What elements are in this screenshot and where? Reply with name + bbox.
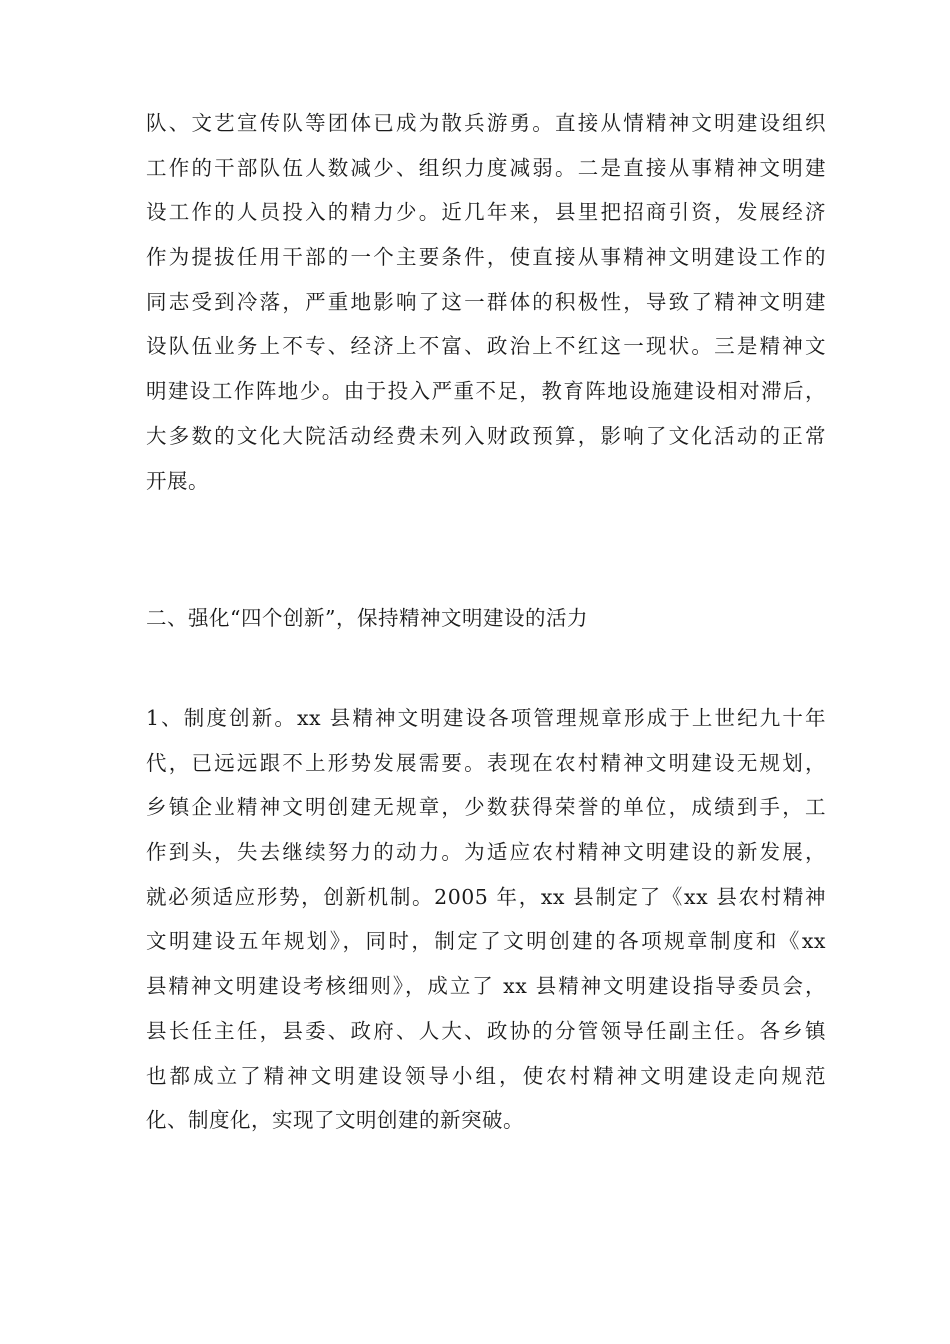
body-paragraph-1	[146, 101, 826, 503]
paragraph-line: 开展。	[146, 468, 209, 493]
section-heading	[146, 596, 826, 641]
paragraph-line: 县精神文明建设考核细则》，成立了 xx 县精神文明建设指导委员会，	[146, 974, 826, 999]
paragraph-line: 大多数的文化大院活动经费未列入财政预算，影响了文化活动的正常	[146, 423, 826, 448]
paragraph-line: 工作的干部队伍人数减少、组织力度减弱。二是直接从事精神文明建	[146, 155, 826, 180]
paragraph-line: 也都成立了精神文明建设领导小组，使农村精神文明建设走向规范	[146, 1063, 826, 1088]
paragraph-line: 化、制度化，实现了文明创建的新突破。	[146, 1108, 524, 1133]
paragraph-line: 明建设工作阵地少。由于投入严重不足，教育阵地设施建设相对滞后，	[146, 379, 826, 404]
paragraph-line: 乡镇企业精神文明创建无规章，少数获得荣誉的单位，成绩到手，工	[146, 795, 826, 820]
paragraph-line: 县长任主任，县委、政府、人大、政协的分管领导任副主任。各乡镇	[146, 1018, 826, 1043]
section-heading-text: 二、强化“四个创新”，保持精神文明建设的活力	[146, 606, 588, 630]
paragraph-line: 1、制度创新。xx 县精神文明建设各项管理规章形成于上世纪九十年	[146, 706, 826, 730]
paragraph-line: 作到头，失去继续努力的动力。为适应农村精神文明建设的新发展，	[146, 840, 826, 865]
paragraph-line: 就必须适应形势，创新机制。2005 年，xx 县制定了《xx 县农村精神	[146, 884, 826, 909]
paragraph-line: 同志受到冷落，严重地影响了这一群体的积极性，导致了精神文明建	[146, 289, 826, 314]
paragraph-line: 文明建设五年规划》，同时，制定了文明创建的各项规章制度和《xx	[146, 929, 826, 954]
paragraph-line: 作为提拔任用干部的一个主要条件，使直接从事精神文明建设工作的	[146, 245, 826, 270]
body-paragraph-2	[146, 696, 826, 1143]
paragraph-line: 队、文艺宣传队等团体已成为散兵游勇。直接从情精神文明建设组织	[146, 111, 826, 135]
paragraph-line: 代，已远远跟不上形势发展需要。表现在农村精神文明建设无规划，	[146, 750, 826, 775]
paragraph-line: 设工作的人员投入的精力少。近几年来，县里把招商引资，发展经济	[146, 200, 826, 225]
paragraph-line: 设队伍业务上不专、经济上不富、政治上不红这一现状。三是精神文	[146, 334, 826, 359]
